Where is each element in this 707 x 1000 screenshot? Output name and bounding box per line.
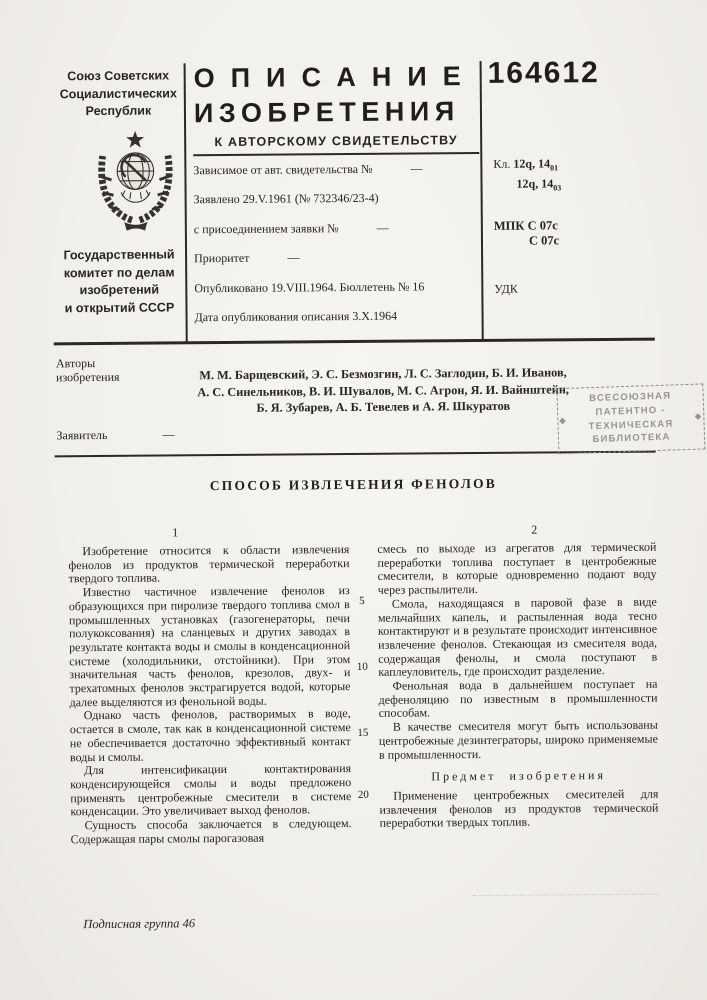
stamp-line: ТЕХНИЧЕСКАЯ <box>588 418 674 432</box>
line-number-15: 15 <box>357 726 369 739</box>
committee-line: комитет по делам <box>63 264 175 280</box>
authors-label <box>56 357 120 384</box>
subject-of-invention-heading: Предмет изобретения <box>431 768 607 784</box>
paragraph: Применение центробежных смесителей для извлечения фенолов из продуктов термической переработки твердых топлив. <box>379 786 659 831</box>
paragraph: Фенольная вода в дальнейшем поступает на дефеноляцию по известным в промышленности способам. <box>378 676 658 721</box>
authors-names-line: М. М. Барщевский, Э. С. Безмозгин, Л. С. Заглодин, Б. И. Иванов, <box>199 365 567 383</box>
paragraph: Изобретение относится к области извлечения фенолов из продуктов термической переработки твердого топлива. <box>68 542 350 586</box>
field-label: Зависимое от авт. свидетельства № <box>193 161 373 178</box>
stamp-line: БИБЛИОТЕКА <box>592 431 671 446</box>
paragraph: Однако часть фенолов, растворимых в воде, остается в смоле, так как в конденсационной системе не обеспечивается достаточно эффективный контакт воды и смолы. <box>69 706 351 764</box>
committee-line: изобретений <box>79 282 160 298</box>
udk-label: УДК <box>494 281 518 296</box>
mpk-row: С 07с <box>528 232 560 248</box>
masthead-divider-right <box>480 61 484 341</box>
field-label: с присоединением заявки № <box>193 220 339 237</box>
doc-type-word1: ОПИСАНИЕ <box>193 61 477 94</box>
field-label: Заявлено 29.V.1961 (№ 732346/23-4) <box>193 191 379 207</box>
field-label: Опубликовано 19.VIII.1964. Бюллетень № 16 <box>194 278 425 295</box>
field-label: Приоритет <box>194 250 250 266</box>
field-value: — <box>287 250 300 265</box>
field-description-date <box>195 308 477 340</box>
body-column-right <box>377 541 658 831</box>
column-marker-2: 2 <box>531 522 538 537</box>
paragraph: Для интенсификации контактирования конденсирующейся смолы и воды предложено применять центробежные смесители в системе конденсации. Это увеличивает выход фенолов. <box>70 761 352 819</box>
field-filed-date <box>194 190 476 222</box>
field-joined-application <box>194 220 476 252</box>
authors-names-line: А. С. Синельников, В. И. Шувалов, М. С. Агрон, Я. И. Вайнштейн, <box>197 381 570 399</box>
applicant-value: — <box>162 427 175 442</box>
field-priority <box>194 249 476 281</box>
class-label: Кл. <box>493 156 511 171</box>
union-line: Союз Советских <box>67 68 170 84</box>
field-published <box>194 279 476 311</box>
ussr-coat-of-arms-icon <box>87 127 184 241</box>
patent-number: 164612 <box>487 56 600 90</box>
paragraph: Сущность способа заключается в следующем. Содержащая пары смолы парогазовая <box>70 816 352 846</box>
field-dependent-certificate <box>193 161 475 193</box>
paragraph: Известно частичное извлечение фенолов из образующихся при пиролизе твердого топлива смол в промышленных установках (газогенераторы, печи полукоксования) на сланцевых и других заводах в результате контакта воды и смолы в конденсационной системе (холодильники, отстойники). При этом значительная часть фенолов, крезолов, двух- и трехатомных фенолов экстрагируется водой, которые далее выделяются из фенольной воды. <box>68 583 351 709</box>
authors-names-line: Б. Я. Зубарев, А. Б. Тевелев и А. Я. Шкуратов <box>256 398 511 415</box>
doc-subtitle: К АВТОРСКОМУ СВИДЕТЕЛЬСТВУ <box>193 133 479 156</box>
field-label: Дата опубликования описания 3.X.1964 <box>194 308 398 325</box>
stamp-diamond-icon: ◆ <box>694 411 703 421</box>
line-number-20: 20 <box>357 788 369 801</box>
bibliographic-fields <box>193 161 476 340</box>
field-value: — <box>410 161 423 176</box>
mpk-row: МПК С 07с <box>493 218 558 233</box>
class-value: 12q, 14 <box>513 156 551 171</box>
national-class-block <box>493 156 561 196</box>
invention-title: СПОСОБ ИЗВЛЕЧЕНИЯ ФЕНОЛОВ <box>209 475 498 494</box>
union-line: Республик <box>85 103 152 119</box>
stamp-line: ВСЕСОЮЗНАЯ <box>589 390 672 405</box>
stamp-diamond-icon: ◆ <box>559 415 567 426</box>
library-stamp <box>556 383 705 454</box>
union-line: Социалистических <box>59 85 177 101</box>
class-value: 12q, 14 <box>516 175 554 191</box>
masthead-bottom-rule <box>54 338 655 345</box>
stamp-line: ПАТЕНТНО - <box>595 404 666 418</box>
union-name-block <box>52 67 185 121</box>
class-row <box>493 156 561 176</box>
class-subscript: 01 <box>550 163 559 173</box>
scan-artifact-dotted-line <box>473 894 659 896</box>
committee-line: Государственный <box>63 247 175 263</box>
class-subscript: 03 <box>553 182 562 192</box>
committee-line: и открытий СССР <box>64 299 175 315</box>
authors-label-line: изобретения <box>55 369 120 384</box>
class-row <box>493 176 561 196</box>
applicant-row <box>56 427 174 443</box>
line-number-10: 10 <box>356 660 368 673</box>
doc-type-word2: ИЗОБРЕТЕНИЯ <box>193 96 460 129</box>
authors-label-line: Авторы <box>55 356 96 371</box>
body-column-left <box>68 543 351 847</box>
paragraph: В качестве смесителя могут быть использованы центробежные дезинтеграторы, широко применяемые в промышленности. <box>378 717 658 762</box>
line-number-5: 5 <box>358 594 365 607</box>
applicant-label: Заявитель <box>56 427 108 443</box>
paragraph: Смола, находящаяся в паровой фазе в виде мельчайших капель, и распыленная вода тесно контактируют и в результате происходит интенсивное извлечение фенолов. Стекающая из смесителя вода, содержащая фенолы, и смола поступают в каплеуловитель, где происходит разделение. <box>377 594 658 680</box>
mpk-class-block <box>494 218 559 248</box>
paragraph: смесь по выходе из агрегатов для термической переработки топлива поступает в центробежные смесители, в которые одновременно подают воду через распылители. <box>377 539 657 597</box>
subscription-group-note: Подписная группа 46 <box>83 916 196 932</box>
field-value: — <box>376 220 389 235</box>
committee-name-block <box>50 246 189 317</box>
column-marker-1: 1 <box>172 525 179 540</box>
